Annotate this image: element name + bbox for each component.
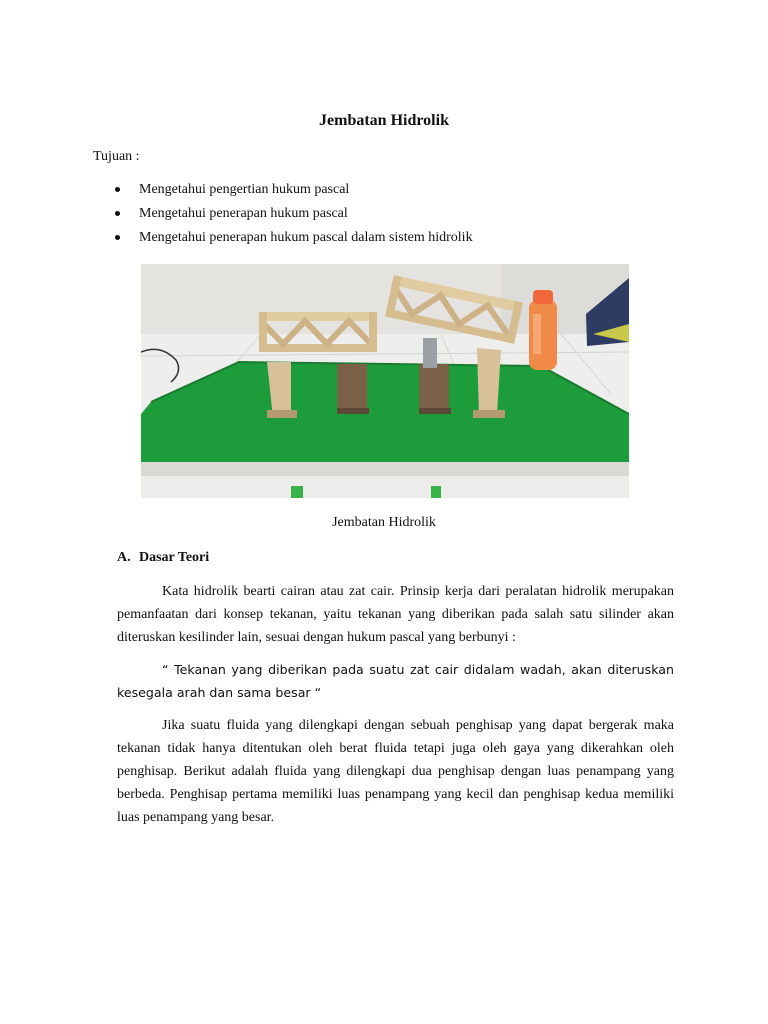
section-title: Dasar Teori	[139, 550, 210, 565]
bullet-icon	[115, 211, 120, 216]
pascal-law-quote	[117, 658, 674, 704]
section-heading	[117, 550, 209, 566]
quote-text: “ Tekanan yang diberikan pada suatu zat cair didalam wadah, akan diteruskan kesegala arah dan sama besar “	[117, 662, 674, 700]
paragraph	[117, 714, 674, 829]
objective-text: Mengetahui penerapan hukum pascal	[139, 206, 348, 221]
paragraph	[117, 580, 674, 649]
objectives-label: Tujuan :	[93, 149, 140, 164]
paragraph-text: Kata hidrolik bearti cairan atau zat cair. Prinsip kerja dari peralatan hidrolik merupakan pemanfaatan dari konsep tekanan, yaitu tekanan yang diberikan pada salah satu silinder akan diteruskan kesilinder lain, sesuai dengan hukum pascal yang berbunyi :	[117, 584, 674, 645]
hydraulic-bridge-photo	[141, 264, 629, 498]
section-number: A.	[117, 550, 131, 565]
objective-text: Mengetahui pengertian hukum pascal	[139, 182, 350, 197]
document-title: Jembatan Hidrolik	[319, 112, 449, 129]
bullet-icon	[115, 187, 120, 192]
figure-caption: Jembatan Hidrolik	[332, 515, 436, 530]
paragraph-text: Jika suatu fluida yang dilengkapi dengan sebuah penghisap yang dapat bergerak maka tekanan tidak hanya ditentukan oleh berat fluida tetapi juga oleh gaya yang dikerahkan oleh penghisap. Berikut adalah fluida yang dilengkapi dua penghisap dengan luas penampang yang berbeda. Penghisap pertama memiliki luas penampang yang kecil dan penghisap kedua memiliki luas penampang yang besar.	[117, 718, 674, 825]
objective-text: Mengetahui penerapan hukum pascal dalam sistem hidrolik	[139, 230, 473, 245]
bullet-icon	[115, 235, 120, 240]
